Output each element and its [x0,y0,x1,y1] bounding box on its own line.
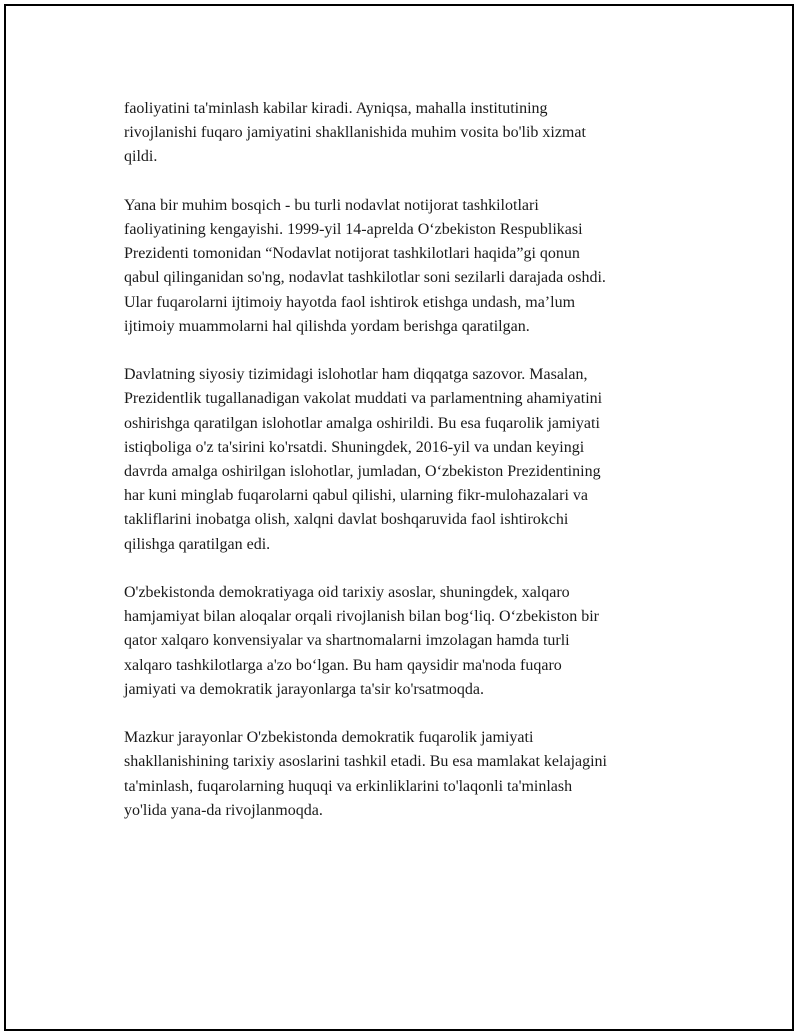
text-line: qildi. [124,148,158,166]
paragraph-2 [124,194,694,339]
text-line: Prezidenti tomonidan “Nodavlat notijorat tashkilotlari haqida”gi qonun [124,245,580,263]
text-line: yo'lida yana-da rivojlanmoqda. [124,801,323,819]
text-line: Ular fuqarolarni ijtimoiy hayotda faol ishtirok etishga undash, ma’lum [124,293,576,311]
page-frame [4,4,794,1031]
text-line: qator xalqaro konvensiyalar va shartnomalarni imzolagan hamda turli [124,632,570,650]
text-line: xalqaro tashkilotlarga a'zo bo‘lgan. Bu ham qaysidir ma'noda fuqaro [124,656,562,674]
text-line: Prezidentlik tugallanadigan vakolat muddati va parlamentning ahamiyatini [124,390,603,408]
paragraph-4 [124,581,694,702]
text-line: hamjamiyat bilan aloqalar orqali rivojlanish bilan bog‘liq. O‘zbekiston bir [124,608,599,626]
text-line: istiqboliga o'z ta'sirini ko'rsatdi. Shuningdek, 2016-yil va undan keyingi [124,438,585,456]
paragraph-5 [124,726,694,823]
text-line: Davlatning siyosiy tizimidagi islohotlar ham diqqatga sazovor. Masalan, [124,366,588,384]
text-line: faoliyatini ta'minlash kabilar kiradi. Ayniqsa, mahalla institutining [124,100,548,117]
text-line: shakllanishining tarixiy asoslarini tashkil etadi. Bu esa mamlakat kelajagini [124,753,607,771]
text-line: qilishga qaratilgan edi. [124,535,271,553]
paragraph-1 [124,97,694,170]
text-line: oshirishga qaratilgan islohotlar amalga oshirildi. Bu esa fuqarolik jamiyati [124,414,600,432]
paragraph-3 [124,363,694,557]
text-line: har kuni minglab fuqarolarni qabul qilishi, ularning fikr-mulohazalari va [124,487,588,505]
text-line: Mazkur jarayonlar O'zbekistonda demokratik fuqarolik jamiyati [124,729,534,747]
text-line: davrda amalga oshirilgan islohotlar, jumladan, O‘zbekiston Prezidentining [124,463,601,481]
text-line: ijtimoiy muammolarni hal qilishda yordam berishga qaratilgan. [124,317,530,335]
text-line: qabul qilinganidan so'ng, nodavlat tashkilotlar soni sezilarli darajada oshdi. [124,269,606,287]
text-line: takliflarini inobatga olish, xalqni davlat boshqaruvida faol ishtirokchi [124,511,569,529]
text-line: Yana bir muhim bosqich - bu turli nodavlat notijorat tashkilotlari [124,196,539,214]
text-line: ta'minlash, fuqarolarning huquqi va erkinliklarini to'laqonli ta'minlash [124,777,573,795]
text-line: rivojlanishi fuqaro jamiyatini shakllanishida muhim vosita bo'lib xizmat [124,124,586,142]
page-body [124,97,694,823]
text-line: jamiyati va demokratik jarayonlarga ta'sir ko'rsatmoqda. [124,680,485,698]
text-line: O'zbekistonda demokratiyaga oid tarixiy asoslar, shuningdek, xalqaro [124,584,570,602]
text-line: faoliyatining kengayishi. 1999-yil 14-aprelda O‘zbekiston Respublikasi [124,221,583,238]
